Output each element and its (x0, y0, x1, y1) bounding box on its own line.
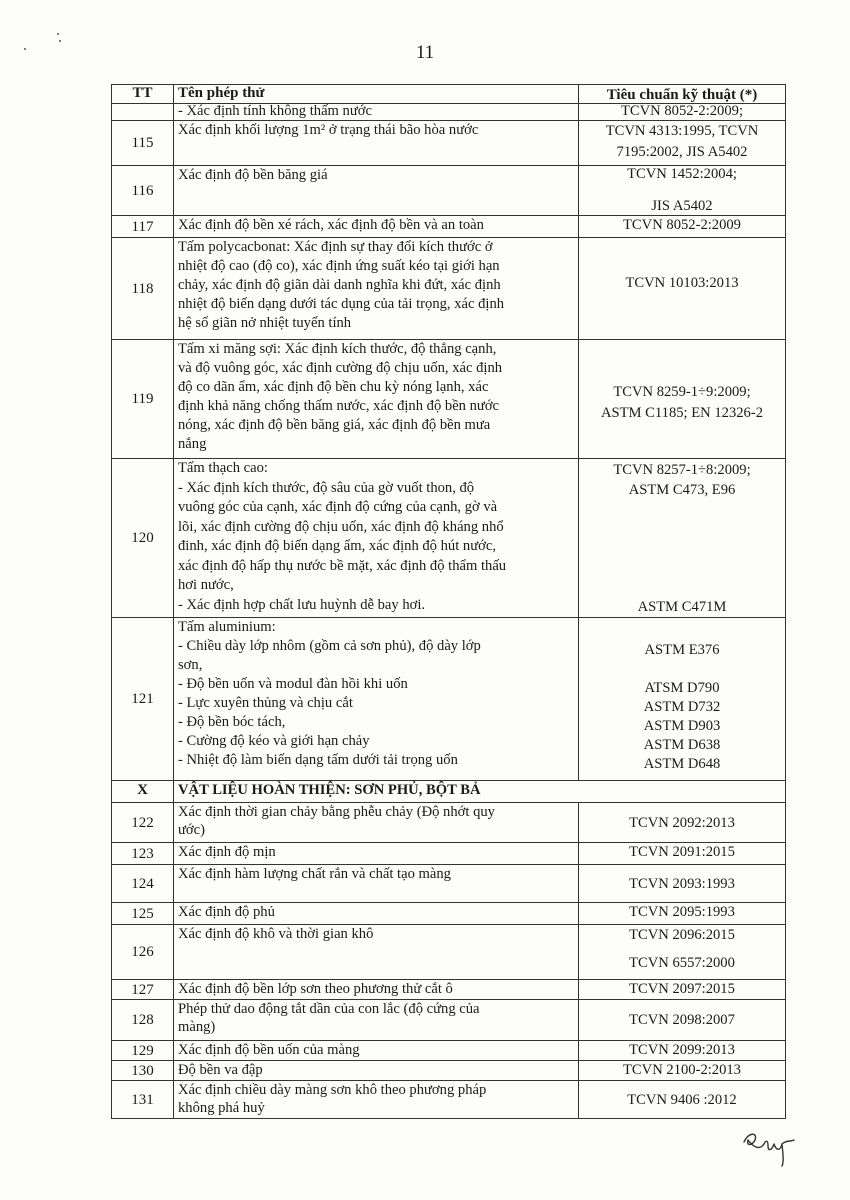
row-number: 124 (112, 865, 174, 903)
standard: TCVN 4313:1995, TCVN 7195:2002, JIS A5402 (579, 121, 786, 166)
row-number: 121 (112, 618, 174, 781)
row-number: 122 (112, 803, 174, 843)
row-number: 129 (112, 1041, 174, 1061)
table-row (112, 216, 786, 238)
standard: TCVN 2095:1993 (579, 903, 786, 925)
table-row (112, 459, 786, 618)
standard: TCVN 2092:2013 (579, 803, 786, 843)
table-row (112, 865, 786, 903)
standard: TCVN 2099:2013 (579, 1041, 786, 1061)
table-row (112, 166, 786, 216)
signature-mark (738, 1128, 798, 1168)
header-test-name: Tên phép thử (174, 85, 579, 104)
table-row (112, 1000, 786, 1041)
standard: TCVN 2100-2:2013 (579, 1061, 786, 1081)
test-name: Xác định độ khô và thời gian khô (174, 925, 579, 980)
scan-speck (57, 33, 59, 35)
table-row (112, 104, 786, 121)
test-name: Xác định độ bền lớp sơn theo phương thử cắt ô (174, 980, 579, 1000)
table-row (112, 121, 786, 166)
test-name: Tấm aluminium: - Chiều dày lớp nhôm (gồm cả sơn phủ), độ dày lớp sơn, - Độ bền uốn và modul đàn hồi khi uốn - Lực xuyên thủng và chịu cắt - Độ bền bóc tách, - Cường độ kéo và giới hạn chảy - Nhiệt độ làm biến dạng tấm dưới tải trọng uốn (174, 618, 579, 781)
test-name: Tấm xi măng sợi: Xác định kích thước, độ thẳng cạnh, và độ vuông góc, xác định cường độ chịu uốn, xác định độ co dãn ẩm, xác định độ bền chu kỳ nóng lạnh, xác định khả năng chống thấm nước, xác định độ bền nước nóng, xác định độ bền băng giá, xác định độ bền mưa nắng (174, 340, 579, 459)
test-name: Xác định khối lượng 1m² ở trạng thái bão hòa nước (174, 121, 579, 166)
table-row (112, 903, 786, 925)
standard: TCVN 8052-2:2009 (579, 216, 786, 238)
section-title: VẬT LIỆU HOÀN THIỆN: SƠN PHỦ, BỘT BẢ (174, 781, 786, 803)
table-row (112, 340, 786, 459)
test-name: Xác định thời gian chảy bằng phễu chảy (Độ nhớt quy ước) (174, 803, 579, 843)
row-number: 118 (112, 238, 174, 340)
standard: TCVN 2093:1993 (579, 865, 786, 903)
standard: TCVN 8259-1÷9:2009; ASTM C1185; EN 12326-2 (579, 340, 786, 459)
standard: TCVN 2096:2015 TCVN 6557:2000 (579, 925, 786, 980)
test-name: Xác định độ phủ (174, 903, 579, 925)
table-row (112, 618, 786, 781)
test-name: Tấm thạch cao: - Xác định kích thước, độ sâu của gờ vuốt thon, độ vuông góc của cạnh, xác định độ cứng của cạnh, gờ và lõi, xác định cường độ chịu uốn, xác định độ kháng nhổ đinh, xác định độ biến dạng ẩm, xác định độ hút nước, xác định độ hấp thụ nước bề mặt, xác định độ thẩm thấu hơi nước, - Xác định hợp chất lưu huỳnh dễ bay hơi. (174, 459, 579, 618)
test-name: Xác định hàm lượng chất rắn và chất tạo màng (174, 865, 579, 903)
table-row (112, 925, 786, 980)
standard: TCVN 8257-1÷8:2009; ASTM C473, E96 ASTM C471M (579, 459, 786, 618)
standard: TCVN 2098:2007 (579, 1000, 786, 1041)
test-name: Xác định độ bền xé rách, xác định độ bền và an toàn (174, 216, 579, 238)
test-name: Xác định độ bền băng giá (174, 166, 579, 216)
page-number: 11 (415, 42, 435, 63)
scan-speck (59, 40, 61, 42)
test-standards-table (111, 84, 786, 1119)
standard: TCVN 10103:2013 (579, 238, 786, 340)
standard: TCVN 9406 :2012 (579, 1081, 786, 1119)
table-row (112, 980, 786, 1000)
row-number: 128 (112, 1000, 174, 1041)
row-number: 130 (112, 1061, 174, 1081)
standard: TCVN 2097:2015 (579, 980, 786, 1000)
row-number: 115 (112, 121, 174, 166)
test-name: Xác định độ mịn (174, 843, 579, 865)
header-tt: TT (112, 85, 174, 104)
test-name: Phép thử dao động tắt dần của con lắc (độ cứng của màng) (174, 1000, 579, 1041)
table-row (112, 843, 786, 865)
row-number (112, 104, 174, 121)
row-number: 127 (112, 980, 174, 1000)
row-number: 126 (112, 925, 174, 980)
row-number: 123 (112, 843, 174, 865)
row-number: 116 (112, 166, 174, 216)
table-row (112, 803, 786, 843)
test-name: Xác định chiều dày màng sơn khô theo phương pháp không phá huỷ (174, 1081, 579, 1119)
table-row (112, 238, 786, 340)
header-standard: Tiêu chuẩn kỹ thuật (*) (579, 85, 786, 104)
standard: TCVN 1452:2004; JIS A5402 (579, 166, 786, 216)
test-name: Độ bền va đập (174, 1061, 579, 1081)
standard: ASTM E376 ATSM D790 ASTM D732 ASTM D903 ASTM D638 ASTM D648 (579, 618, 786, 781)
row-number: 119 (112, 340, 174, 459)
scan-speck (24, 48, 26, 50)
test-name: Tấm polycacbonat: Xác định sự thay đổi kích thước ở nhiệt độ cao (độ co), xác định ứng suất kéo tại giới hạn chảy, xác định độ giãn dài danh nghĩa khi đứt, xác định nhiệt độ biến dạng dưới tác dụng của tải trọng, xác định hệ số giãn nở nhiệt tuyến tính (174, 238, 579, 340)
standard: TCVN 2091:2015 (579, 843, 786, 865)
standard: TCVN 8052-2:2009; (579, 104, 786, 121)
section-number: X (112, 781, 174, 803)
test-name: Xác định độ bền uốn của màng (174, 1041, 579, 1061)
row-number: 120 (112, 459, 174, 618)
table-row (112, 1081, 786, 1119)
row-number: 125 (112, 903, 174, 925)
row-number: 131 (112, 1081, 174, 1119)
section-row (112, 781, 786, 803)
table-row (112, 1061, 786, 1081)
test-name: - Xác định tính không thấm nước (174, 104, 579, 121)
row-number: 117 (112, 216, 174, 238)
table-row (112, 1041, 786, 1061)
